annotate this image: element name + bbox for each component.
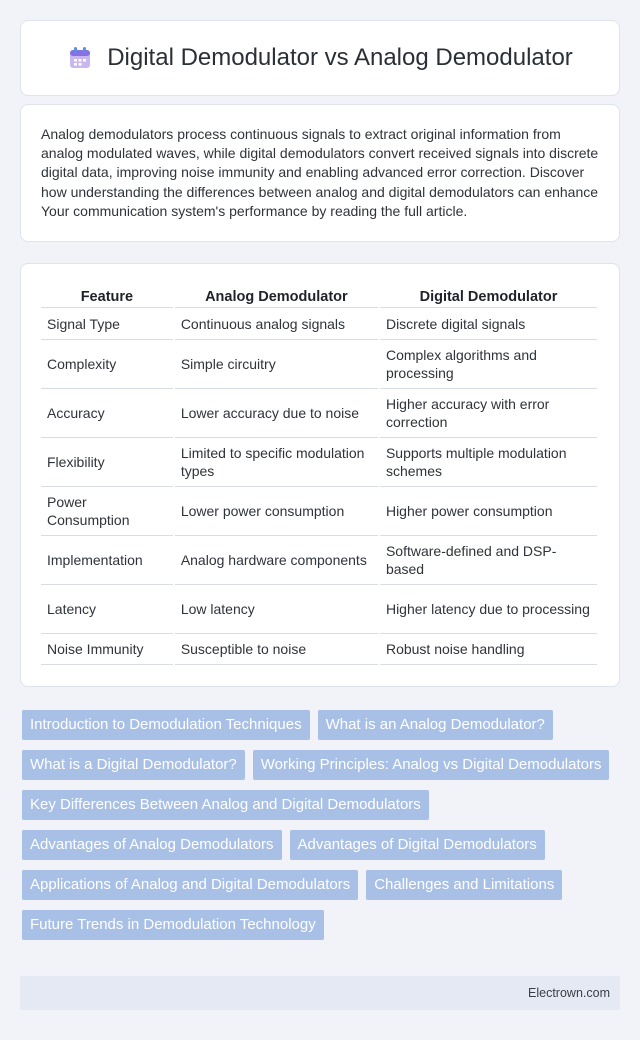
feature-cell: Accuracy bbox=[41, 389, 173, 438]
intro-text: Analog demodulators process continuous signals to extract original information from analog modulated waves, while digital demodulators convert received signals into discrete digital data, improving noise immunity and enabling advanced error correction. Discover how understanding the differences between analog and digital demodulators can enhance Your communication system's performance by reading the full article. bbox=[41, 126, 599, 219]
table-row bbox=[41, 585, 597, 634]
topic-link[interactable]: Challenges and Limitations bbox=[366, 870, 562, 900]
table-row bbox=[41, 438, 597, 487]
topic-link[interactable]: Future Trends in Demodulation Technology bbox=[22, 910, 324, 940]
analog-cell: Analog hardware components bbox=[175, 536, 378, 585]
topic-link[interactable]: Introduction to Demodulation Techniques bbox=[22, 710, 310, 740]
digital-cell: Robust noise handling bbox=[380, 634, 597, 665]
table-row bbox=[41, 487, 597, 536]
title-card bbox=[20, 20, 620, 96]
topic-link[interactable]: Key Differences Between Analog and Digital Demodulators bbox=[22, 790, 429, 820]
page-title: Digital Demodulator vs Analog Demodulator bbox=[107, 44, 573, 71]
table-row bbox=[41, 634, 597, 665]
digital-cell: Higher accuracy with error correction bbox=[380, 389, 597, 438]
header-digital: Digital Demodulator bbox=[380, 282, 597, 308]
analog-cell: Continuous analog signals bbox=[175, 308, 378, 340]
table-header-row bbox=[41, 282, 597, 308]
analog-cell: Lower power consumption bbox=[175, 487, 378, 536]
footer-brand: Electrown.com bbox=[528, 986, 610, 1000]
topic-link[interactable]: What is a Digital Demodulator? bbox=[22, 750, 245, 780]
topic-link[interactable]: Advantages of Analog Demodulators bbox=[22, 830, 282, 860]
feature-cell: Implementation bbox=[41, 536, 173, 585]
digital-cell: Higher power consumption bbox=[380, 487, 597, 536]
table-row bbox=[41, 536, 597, 585]
table-row bbox=[41, 308, 597, 340]
digital-cell: Supports multiple modulation schemes bbox=[380, 438, 597, 487]
analog-cell: Simple circuitry bbox=[175, 340, 378, 389]
comparison-table-card bbox=[20, 263, 620, 687]
topic-link[interactable]: Applications of Analog and Digital Demodulators bbox=[22, 870, 358, 900]
digital-cell: Higher latency due to processing bbox=[380, 585, 597, 634]
feature-cell: Noise Immunity bbox=[41, 634, 173, 665]
topic-tags bbox=[22, 710, 612, 940]
analog-cell: Susceptible to noise bbox=[175, 634, 378, 665]
comparison-table bbox=[39, 282, 599, 665]
intro-card bbox=[20, 104, 620, 242]
topic-link[interactable]: Working Principles: Analog vs Digital Demodulators bbox=[253, 750, 610, 780]
analog-cell: Limited to specific modulation types bbox=[175, 438, 378, 487]
digital-cell: Discrete digital signals bbox=[380, 308, 597, 340]
analog-cell: Lower accuracy due to noise bbox=[175, 389, 378, 438]
topic-link[interactable]: Advantages of Digital Demodulators bbox=[290, 830, 545, 860]
digital-cell: Software-defined and DSP-based bbox=[380, 536, 597, 585]
topic-link[interactable]: What is an Analog Demodulator? bbox=[318, 710, 553, 740]
table-row bbox=[41, 389, 597, 438]
table-row bbox=[41, 340, 597, 389]
feature-cell: Complexity bbox=[41, 340, 173, 389]
analog-cell: Low latency bbox=[175, 585, 378, 634]
feature-cell: Power Consumption bbox=[41, 487, 173, 536]
feature-cell: Signal Type bbox=[41, 308, 173, 340]
digital-cell: Complex algorithms and processing bbox=[380, 340, 597, 389]
calendar-icon bbox=[67, 45, 93, 71]
footer bbox=[20, 976, 620, 1010]
header-feature: Feature bbox=[41, 282, 173, 308]
header-analog: Analog Demodulator bbox=[175, 282, 378, 308]
feature-cell: Flexibility bbox=[41, 438, 173, 487]
feature-cell: Latency bbox=[41, 585, 173, 634]
